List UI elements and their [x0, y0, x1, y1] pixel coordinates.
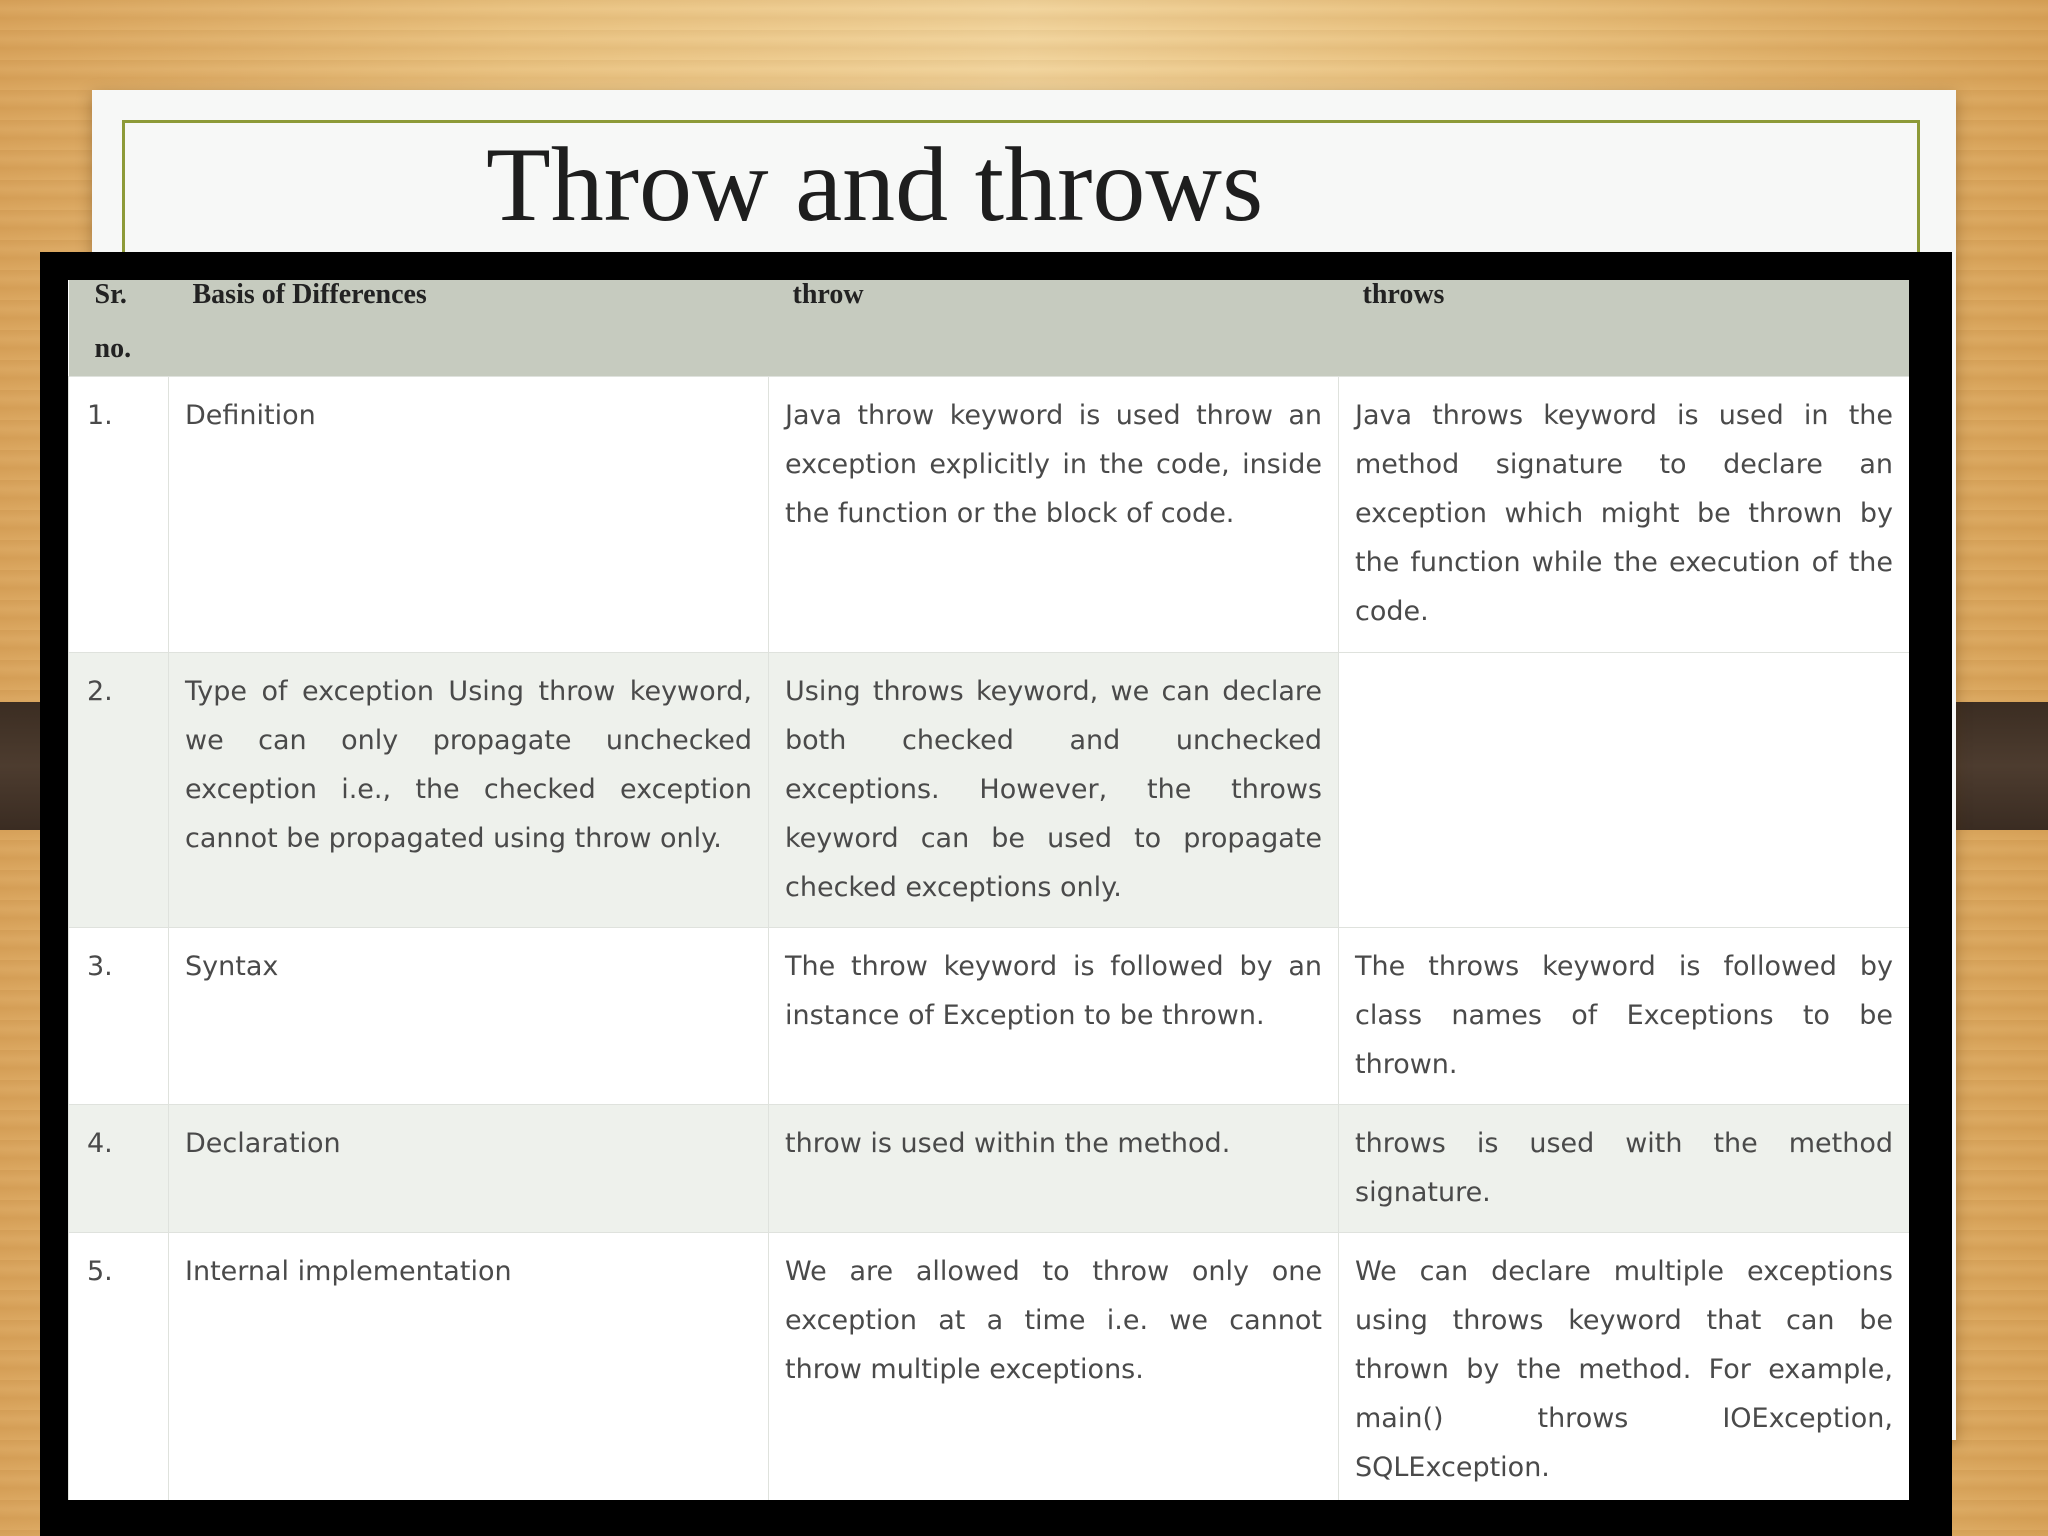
row-number: 4.: [69, 1105, 169, 1233]
throw-cell: throw is used within the method.: [769, 1105, 1339, 1233]
throw-cell: Using throws keyword, we can declare both checked and unchecked exceptions. However, the throws keyword can be used to propagate checked exceptions only.: [769, 653, 1339, 928]
header-basis: Basis of Differences: [169, 280, 769, 377]
row-number: 2.: [69, 653, 169, 928]
table-row: [69, 928, 1910, 1105]
comparison-table-view: [68, 280, 1909, 1500]
table-row: [69, 653, 1910, 928]
throws-cell: Java throws keyword is used in the method signature to declare an exception which might be thrown by the function while the execution of the code.: [1339, 377, 1910, 653]
row-number: 1.: [69, 377, 169, 653]
basis-cell: Declaration: [169, 1105, 769, 1233]
header-sr-no: Sr. no.: [69, 280, 169, 377]
throw-cell: Java throw keyword is used throw an exception explicitly in the code, inside the function or the block of code.: [769, 377, 1339, 653]
throws-cell: The throws keyword is followed by class names of Exceptions to be thrown.: [1339, 928, 1910, 1105]
basis-cell: Definition: [169, 377, 769, 653]
header-throw: throw: [769, 280, 1339, 377]
throws-cell: We can declare multiple exceptions using throws keyword that can be thrown by the method. For example, main() throws IOException, SQLException.: [1339, 1233, 1910, 1501]
throw-cell: The throw keyword is followed by an instance of Exception to be thrown.: [769, 928, 1339, 1105]
header-throws: throws: [1339, 280, 1910, 377]
table-row: [69, 377, 1910, 653]
table-header-row: [69, 280, 1910, 377]
table-row: [69, 1233, 1910, 1501]
basis-cell: Type of exception Using throw keyword, we can only propagate unchecked exception i.e., the checked exception cannot be propagated using throw only.: [169, 653, 769, 928]
row-number: 3.: [69, 928, 169, 1105]
basis-cell: Internal implementation: [169, 1233, 769, 1501]
slide-title: Throw and throws: [486, 126, 1264, 243]
row-number: 5.: [69, 1233, 169, 1501]
throws-cell: [1339, 653, 1910, 928]
throws-cell: throws is used with the method signature.: [1339, 1105, 1910, 1233]
throw-cell: We are allowed to throw only one exception at a time i.e. we cannot throw multiple exceptions.: [769, 1233, 1339, 1501]
table-row: [69, 1105, 1910, 1233]
basis-cell: Syntax: [169, 928, 769, 1105]
comparison-table: [68, 280, 1909, 1500]
